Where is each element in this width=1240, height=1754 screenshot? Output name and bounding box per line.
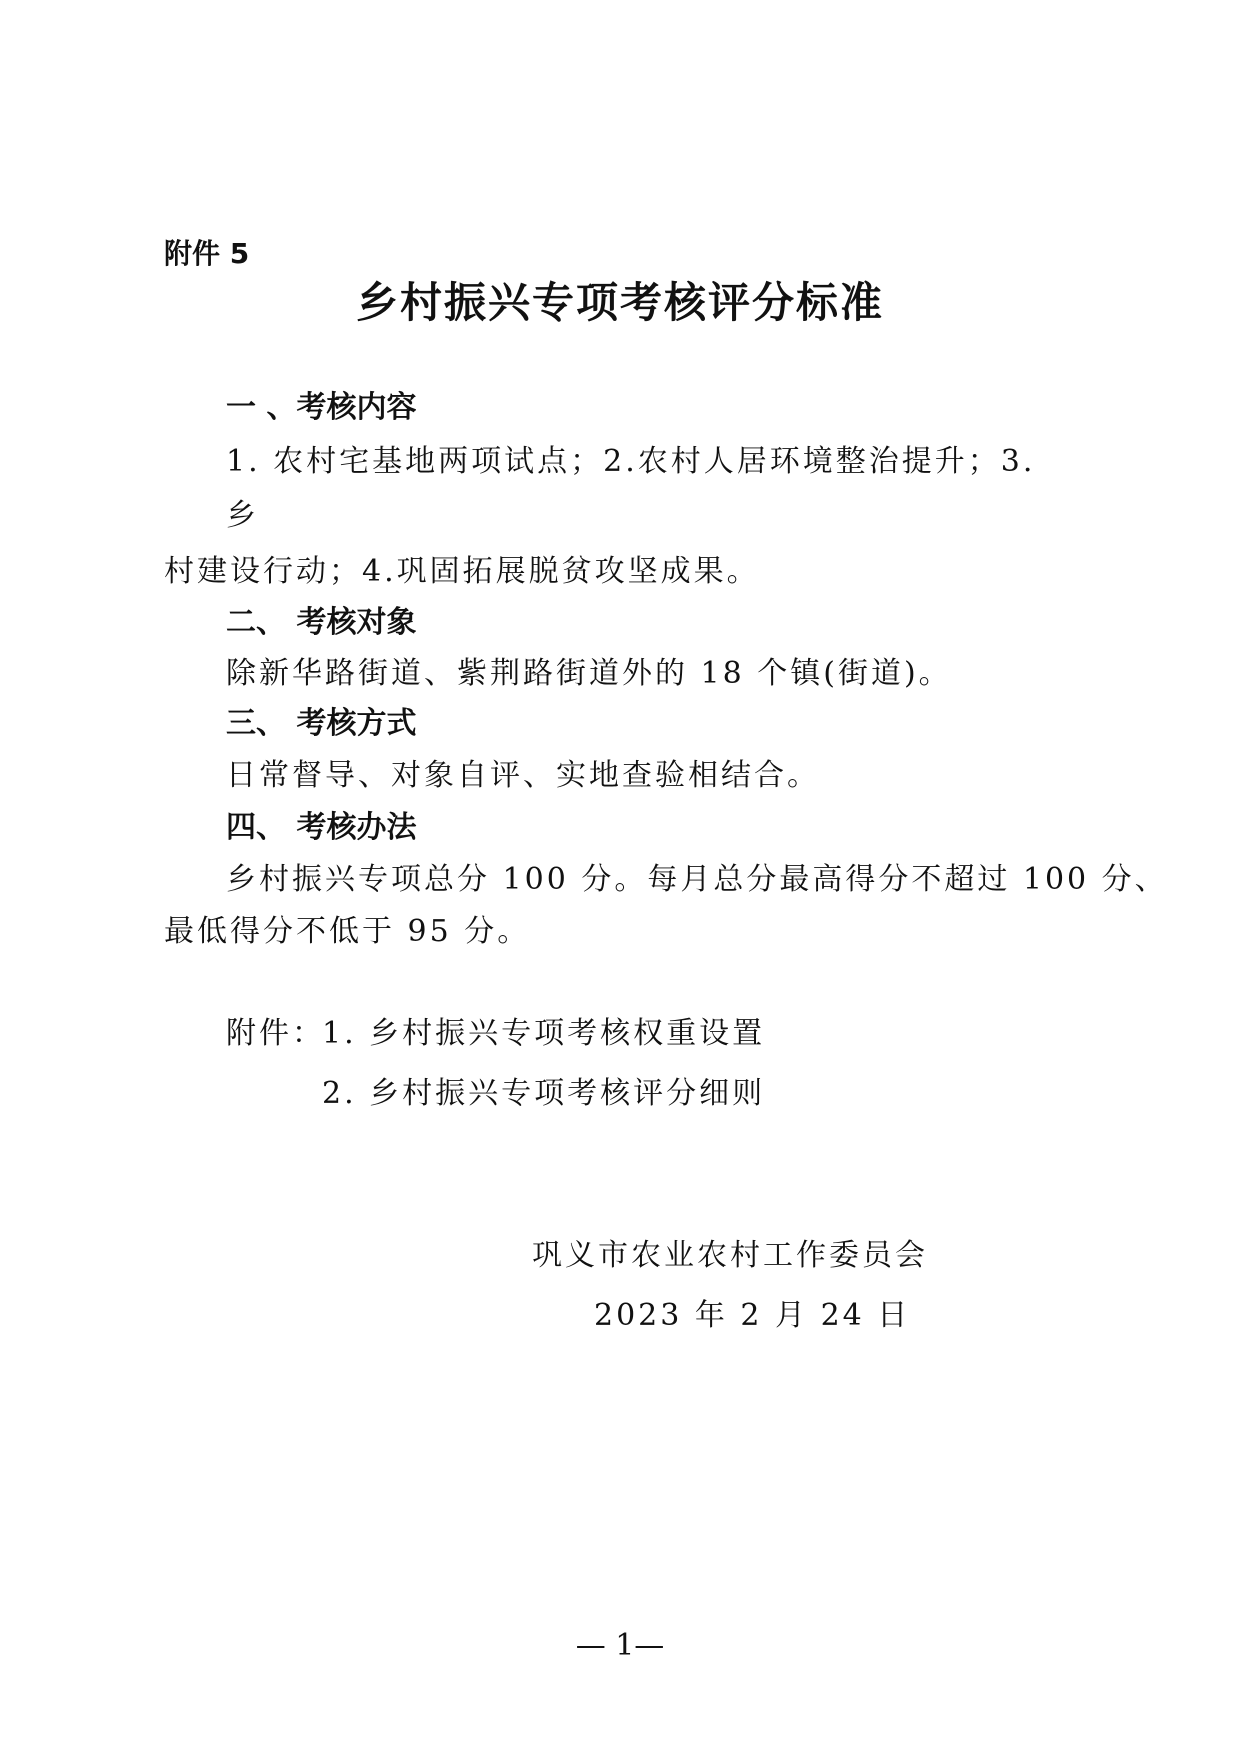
document-title: 乡村振兴专项考核评分标准	[355, 278, 884, 327]
section-content-line-2: 乡	[226, 498, 259, 533]
section-content-line-3: 村建设行动；4.巩固拓展脱贫攻坚成果。	[164, 554, 760, 589]
section-method-line-1: 日常督导、对象自评、实地查验相结合。	[226, 758, 820, 793]
section-rules-line-2: 最低得分不低于 95 分。	[164, 914, 531, 949]
section-heading-target: 二、 考核对象	[226, 605, 417, 640]
section-heading-content: 一 、考核内容	[226, 390, 417, 425]
section-heading-rules: 四、 考核办法	[226, 810, 417, 845]
attachment-item-1: 1. 乡村振兴专项考核权重设置	[322, 1016, 766, 1051]
section-rules-line-1: 乡村振兴专项总分 100 分。每月总分最高得分不超过 100 分、	[226, 862, 1168, 897]
signature-organization: 巩义市农业农村工作委员会	[532, 1238, 928, 1273]
signature-date: 2023 年 2 月 24 日	[594, 1298, 911, 1333]
section-heading-method: 三、 考核方式	[226, 706, 417, 741]
attachments-label: 附件：	[226, 1016, 325, 1051]
page-number: — 1—	[575, 1628, 665, 1663]
section-content-line-1: 1. 农村宅基地两项试点；2.农村人居环境整治提升；3.	[226, 444, 1036, 479]
attachment-item-2: 2. 乡村振兴专项考核评分细则	[322, 1076, 766, 1111]
section-target-line-1: 除新华路街道、紫荆路街道外的 18 个镇(街道)。	[226, 656, 952, 691]
attachment-number-label: 附件 5	[164, 237, 250, 270]
